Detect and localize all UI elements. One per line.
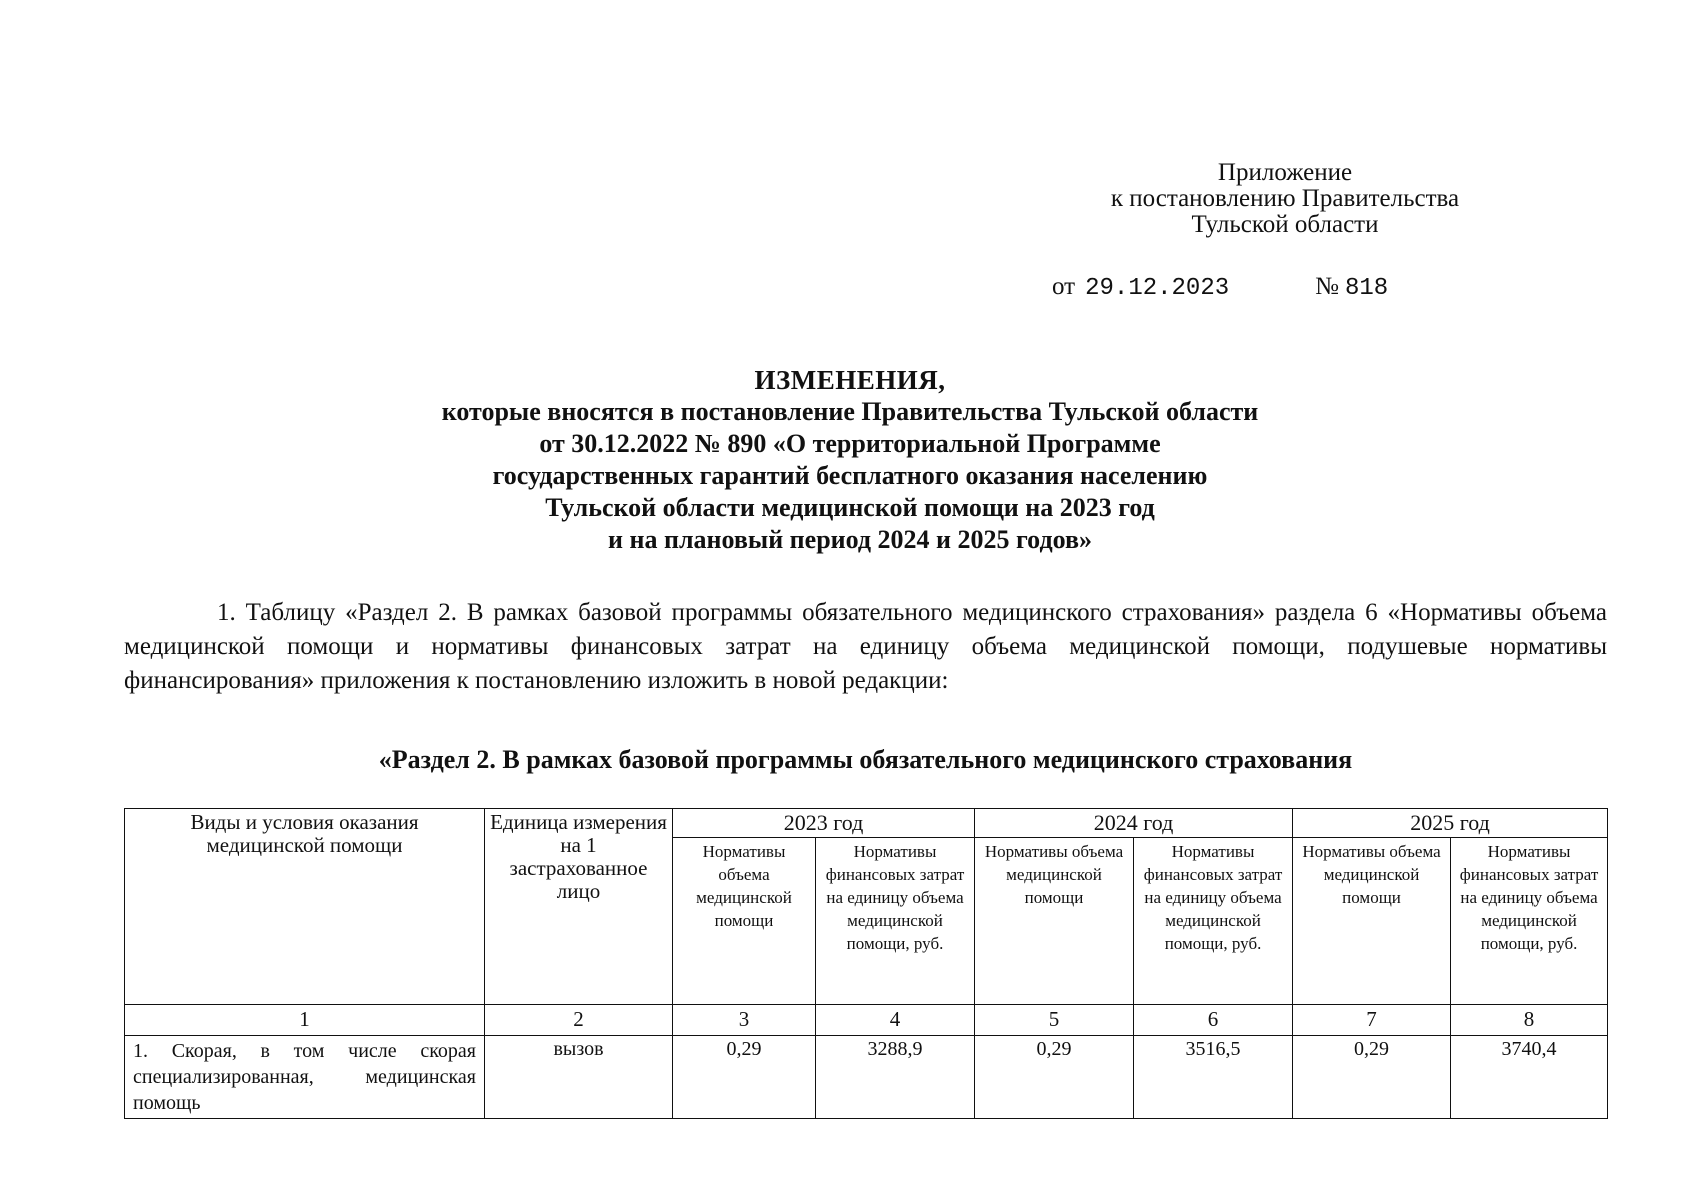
decree-date-number [1052, 273, 1388, 302]
heading-line-4: Тульской области медицинской помощи на 2023 год [545, 493, 1155, 522]
column-number: 7 [1293, 1005, 1451, 1036]
header-cost-2025: Нормативы финансовых затрат на единицу объема медицинской помощи, руб. [1451, 838, 1608, 1005]
appendix-line-3: Тульской области [1191, 211, 1379, 238]
header-year-2025: 2025 год [1293, 809, 1608, 838]
header-volume-2025: Нормативы объема медицинской помощи [1293, 838, 1451, 1005]
header-cost-2024: Нормативы финансовых затрат на единицу объема медицинской помощи, руб. [1134, 838, 1293, 1005]
row-cost-2024: 3516,5 [1134, 1036, 1293, 1119]
column-number: 1 [125, 1005, 485, 1036]
heading-line-2: от 30.12.2022 № 890 «О территориальной Программе [539, 429, 1161, 458]
decree-date: 29.12.2023 [1085, 275, 1230, 302]
appendix-block [1095, 160, 1475, 238]
row-volume-2023: 0,29 [673, 1036, 816, 1119]
header-unit: Единица измерения на 1 застрахованное лицо [485, 809, 673, 1005]
column-number-row [125, 1005, 1608, 1036]
decree-number: 818 [1344, 275, 1389, 302]
section-title: «Раздел 2. В рамках базовой программы обязательного медицинского страхования [378, 745, 1353, 774]
body-paragraph: 1. Таблицу «Раздел 2. В рамках базовой программы обязательного медицинского страхования» раздела 6 «Нормативы объема медицинской помощи и нормативы финансовых затрат на единицу объема медицинской помощи, подушевые нормативы финансирования» приложения к постановлению изложить в новой редакции: [124, 599, 1607, 694]
header-volume-2023: Нормативы объема медицинской помощи [673, 838, 816, 1005]
column-number: 3 [673, 1005, 816, 1036]
row-volume-2025: 0,29 [1293, 1036, 1451, 1119]
appendix-line-2: к постановлению Правительства [1110, 185, 1460, 212]
table-row [125, 1036, 1608, 1119]
column-number: 8 [1451, 1005, 1608, 1036]
row-unit: вызов [485, 1036, 673, 1119]
row-cost-2025: 3740,4 [1451, 1036, 1608, 1119]
column-number: 4 [816, 1005, 975, 1036]
row-care-type: 1. Скорая, в том числе скорая специализированная, медицинская помощь [125, 1036, 485, 1119]
table-header-row [125, 809, 1608, 838]
column-number: 2 [485, 1005, 673, 1036]
row-cost-2023: 3288,9 [816, 1036, 975, 1119]
header-year-2023: 2023 год [673, 809, 975, 838]
header-cost-2023: Нормативы финансовых затрат на единицу объема медицинской помощи, руб. [816, 838, 975, 1005]
norms-table [124, 808, 1608, 1119]
row-volume-2024: 0,29 [975, 1036, 1134, 1119]
heading-line-3: государственных гарантий бесплатного оказания населению [492, 461, 1208, 490]
column-number: 6 [1134, 1005, 1293, 1036]
heading-line-5: и на плановый период 2024 и 2025 годов» [608, 525, 1092, 554]
column-number: 5 [975, 1005, 1134, 1036]
appendix-line-1: Приложение [1217, 159, 1353, 186]
heading-line-1: которые вносятся в постановление Правительства Тульской области [441, 397, 1259, 426]
document-heading [300, 364, 1400, 556]
header-volume-2024: Нормативы объема медицинской помощи [975, 838, 1134, 1005]
heading-title: ИЗМЕНЕНИЯ, [754, 365, 946, 395]
decree-from-label: от [1052, 273, 1076, 300]
header-year-2024: 2024 год [975, 809, 1293, 838]
header-types: Виды и условия оказания медицинской помощи [125, 809, 485, 1005]
decree-number-label: № [1315, 273, 1339, 300]
